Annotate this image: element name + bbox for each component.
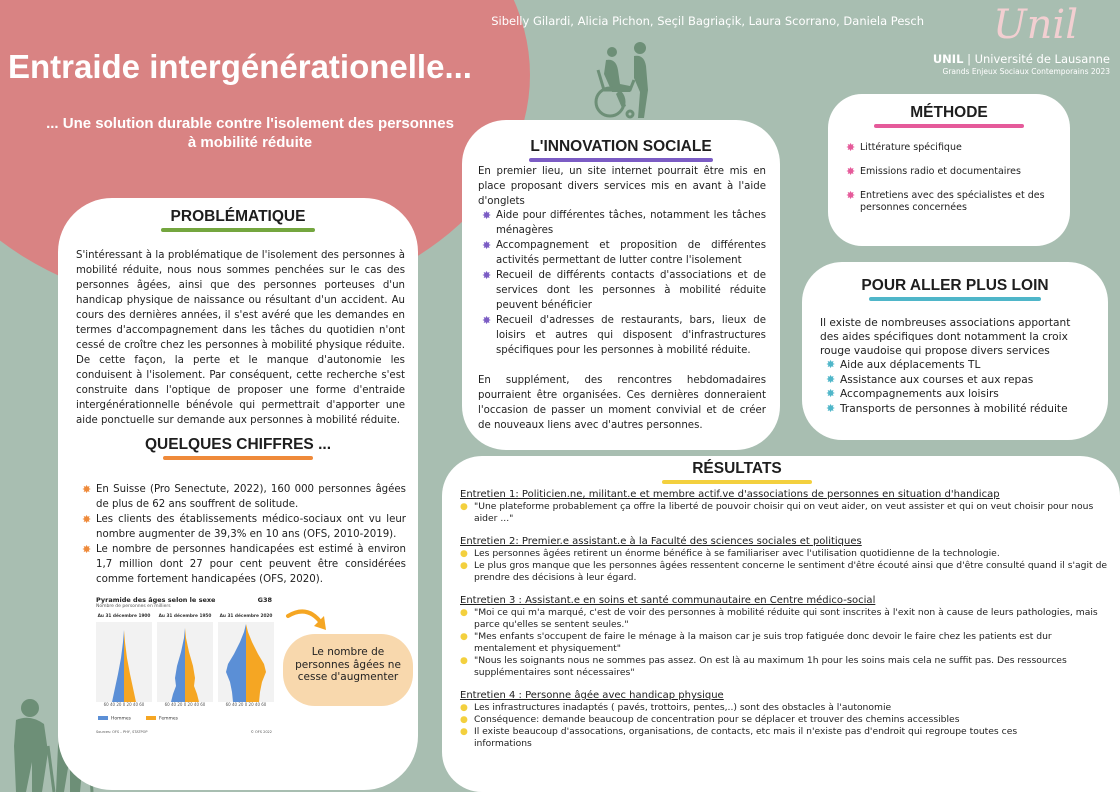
- list-item: ✸ En Suisse (Pro Senectute, 2022), 160 000 personnes âgées de plus de 62 ans souffrent de solitude.: [82, 482, 406, 512]
- list-item: ● "Moi ce qui m'a marqué, c'est de voir des personnes à mobilité réduite qui sont inscrites à l'exit non à cause de leurs pathologies, mais parce qu'elles se sentent seules.": [460, 607, 1108, 631]
- loin-underline: [869, 297, 1041, 301]
- entretien-list: [460, 501, 1108, 525]
- list-item: ✸ Transports de personnes à mobilité réduite: [826, 402, 1088, 417]
- axis-ticks: 60 40 20 0 20 40 60: [164, 702, 206, 707]
- methode-heading: [828, 104, 1070, 128]
- resultats-heading: [442, 460, 1032, 484]
- list-item: ✸ Emissions radio et documentaires: [846, 166, 1054, 178]
- poster-subtitle: ... Une solution durable contre l'isolement des personnes à mobilité réduite: [46, 115, 454, 151]
- problematique-text: S'intéressant à la problématique de l'isolement des personnes à mobilité réduite, nous nous sommes penchées sur le cas des personnes âgées, ainsi que des personnes porteuses d'un handicap physique de naissance ou résultant d'un accident. Au cours des dernières années, il s'est avéré que les demandes en termes d'accompagnement dans les tâches du quotidien n'ont cessé de croître chez les personnes à mobilité physique réduite. De cette façon, la perte et le manque d'autonomie les conduisent à l'isolement. Par conséquent, cette recherche s'est construite dans l'optique de proposer une forme d'entraide intergénérationnelle bénévole qui permettrait d'apporter une aide ponctuelle sur demande aux personnes à mobilité réduite.: [76, 250, 405, 426]
- logo-separator: |: [967, 52, 971, 66]
- list-item: ✸ Accompagnements aux loisirs: [826, 387, 1088, 402]
- unil-logo: [933, 52, 1110, 66]
- pyramid-1900: [96, 616, 152, 712]
- chiffres-list: [82, 482, 406, 587]
- list-item: ✸ Recueil d'adresses de restaurants, bars, lieux de loisirs et autres qui disposent d'infrastructures spécifiques pour les personnes à mobilité réduite.: [482, 313, 766, 358]
- entretien-heading: Entretien 2: Premier.e assistant.e à la Faculté des sciences sociales et politiques: [460, 536, 862, 547]
- chart-subtitle: Nombre de personnes en milliers: [96, 604, 171, 609]
- chiffres-heading: [58, 436, 418, 460]
- list-item: ● Les personnes âgées retirent un énorme bénéfice à se familiariser avec l'utilisation quotidienne de la technologie.: [460, 548, 1108, 560]
- list-item: ● "Une plateforme probablement ça offre la liberté de pouvoir choisir qui on veut aider, on veut assister et qui on veut choisir pour nous aider ...": [460, 501, 1108, 525]
- entretien-list: [460, 702, 1060, 750]
- axis-ticks: 60 40 20 0 20 40 60: [225, 702, 267, 707]
- list-item: ✸ Les clients des établissements médico-sociaux ont vu leur nombre augmenter de 39,3% en 10 ans (OFS, 2010-2019).: [82, 512, 406, 542]
- axis-ticks: 60 40 20 0 20 40 60: [103, 702, 145, 707]
- chart-code: G38: [257, 596, 272, 604]
- unil-logo-script: Unil: [992, 2, 1078, 48]
- pyramid-1950: [157, 616, 213, 712]
- methode-title: MÉTHODE: [910, 104, 988, 121]
- resultats-title: RÉSULTATS: [692, 460, 782, 477]
- chiffres-title: QUELQUES CHIFFRES ...: [144, 436, 331, 453]
- legend-femmes: Femmes: [146, 716, 178, 722]
- chart-title: Pyramide des âges selon le sexe: [96, 596, 216, 604]
- entretien-heading: Entretien 3 : Assistant.e en soins et santé communautaire en Centre médico-social: [460, 595, 876, 606]
- innovation-underline: [529, 158, 713, 162]
- population-pyramid-figure: [92, 594, 278, 738]
- innovation-list: [482, 208, 766, 358]
- problematique-underline: [161, 228, 315, 232]
- legend-hommes: Hommes: [98, 716, 131, 722]
- entretien-heading: Entretien 4 : Personne âgée avec handicap physique: [460, 690, 724, 701]
- innovation-title: L'INNOVATION SOCIALE: [530, 138, 712, 155]
- list-item: ● Le plus gros manque que les personnes âgées ressentent concerne le sentiment d'être écouté ainsi que d'être consulté quand il s'agit de prendre des décisions à leur égard.: [460, 560, 1108, 584]
- pyramid-label: Au 31 décembre 1900: [97, 614, 151, 619]
- poster-title: Entraide intergénérationelle...: [8, 48, 472, 85]
- curved-arrow-icon: [284, 604, 332, 638]
- population-note: Le nombre de personnes âgées ne cesse d'augmenter: [283, 634, 413, 706]
- list-item: ✸ Accompagnement et proposition de différentes activités permettant de lutter contre l'isolement: [482, 238, 766, 268]
- list-item: ✸ Le nombre de personnes handicapées est estimé à environ 1,7 million dont 27 pour cent peuvent être considérées comme fortement handicapées (OFS, 2020).: [82, 542, 406, 587]
- logo-unil: UNIL: [932, 52, 964, 66]
- logo-course: Grands Enjeux Sociaux Contemporains 2023: [942, 67, 1110, 76]
- innovation-intro: En premier lieu, un site internet pourrait être mis en place proposant divers services mis en avant à l'aide d'onglets: [478, 166, 766, 207]
- loin-title: POUR ALLER PLUS LOIN: [861, 277, 1049, 294]
- list-item: ✸ Recueil de différents contacts d'associations et de services dont les personnes à mobilité réduite peuvent bénéficier: [482, 268, 766, 313]
- list-item: ✸ Aide aux déplacements TL: [826, 358, 1088, 373]
- wheelchair-illustration-icon: [586, 40, 658, 122]
- entretien-list: [460, 607, 1108, 679]
- resultats-body: [460, 482, 1108, 750]
- list-item: ✸ Assistance aux courses et aux repas: [826, 373, 1088, 388]
- methode-list: [846, 142, 1054, 214]
- innovation-heading: [462, 138, 780, 162]
- chiffres-underline: [163, 456, 313, 460]
- authors: Sibelly Gilardi, Alicia Pichon, Seçil Bagriaçik, Laura Scorrano, Daniela Pesch: [491, 14, 924, 28]
- problematique-heading: [58, 208, 418, 232]
- list-item: ✸ Entretiens avec des spécialistes et des personnes concernées: [846, 190, 1054, 214]
- chart-source: Sources: OFS – PHY, STATPOP: [96, 730, 148, 734]
- chart-copyright: © OFS 2022: [250, 730, 272, 734]
- list-item: ● "Nous les soignants nous ne sommes pas assez. On est là au maximum 1h pour les soins mais cela ne suffit pas. Des ressources supplémentaires sont nécessaires": [460, 655, 1108, 679]
- pyramid-label: Au 31 décembre 2020: [219, 614, 273, 619]
- pyramid-label: Au 31 décembre 1950: [158, 614, 212, 619]
- entretien-heading: Entretien 1: Politicien.ne, militant.e et membre actif.ve d'associations de personnes en situation d'handicap: [460, 489, 1000, 500]
- innovation-outro: En supplément, des rencontres hebdomadaires pourraient être organisées. Ces dernières donneraient l'occasion de passer un moment convivial et de créer de nouveaux liens avec d'autres personnes.: [478, 375, 766, 431]
- pyramid-2020: [218, 616, 274, 712]
- problematique-title: PROBLÉMATIQUE: [170, 208, 306, 225]
- list-item: ● "Mes enfants s'occupent de faire le ménage à la maison car je suis trop fatiguée donc devoir le faire chez les patients est dur mentalement et physiquement": [460, 631, 1108, 655]
- entretien-list: [460, 548, 1108, 584]
- methode-underline: [874, 124, 1024, 128]
- loin-intro: Il existe de nombreuses associations apportant des aides spécifiques dont notamment la croix rouge vaudoise qui propose divers services: [820, 317, 1071, 357]
- list-item: ● Les infrastructures inadaptés ( pavés, trottoirs, pentes,..) sont des obstacles à l'autonomie: [460, 702, 1060, 714]
- list-item: ● Il existe beaucoup d'assocations, organisations, de contacts, etc mais il n'existe pas d'endroit qui regroupe toutes ces informations: [460, 726, 1060, 750]
- loin-list: [826, 358, 1088, 416]
- list-item: ● Conséquence: demande beaucoup de concentration pour se déplacer et trouver des chemins accessibles: [460, 714, 1060, 726]
- logo-university: Université de Lausanne: [974, 52, 1110, 66]
- list-item: ✸ Littérature spécifique: [846, 142, 1054, 154]
- list-item: ✸ Aide pour différentes tâches, notamment les tâches ménagères: [482, 208, 766, 238]
- loin-heading: [802, 277, 1108, 301]
